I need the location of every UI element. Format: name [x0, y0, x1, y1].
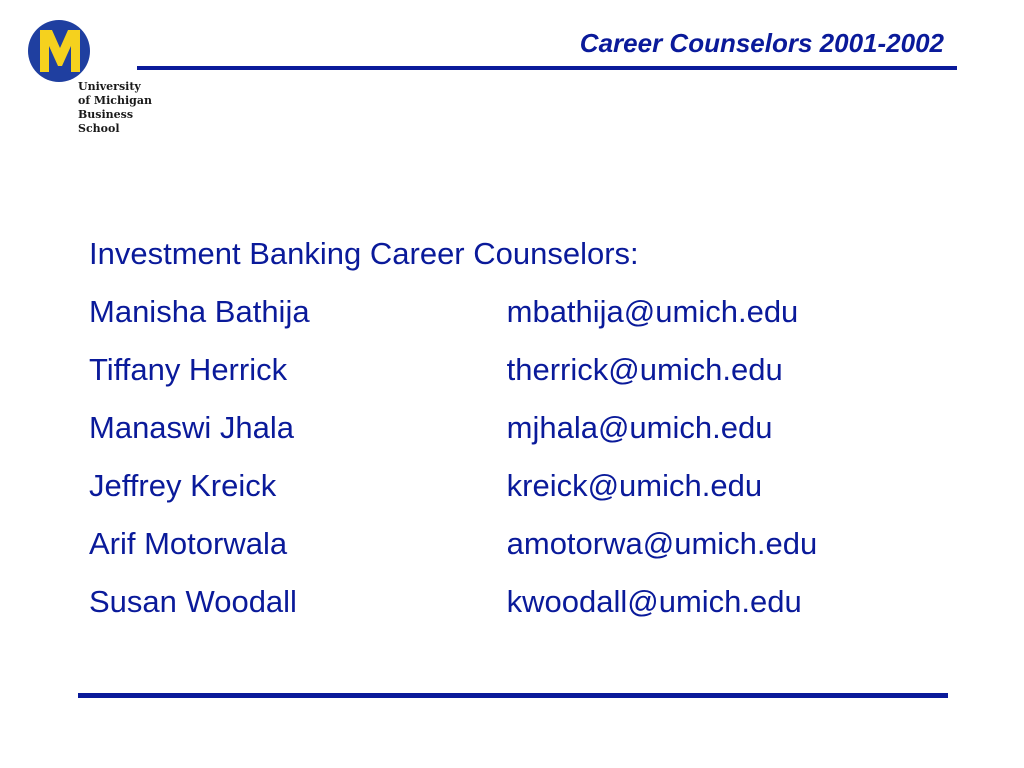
list-item [89, 578, 817, 636]
counselor-email[interactable]: mbathija@umich.edu [506, 294, 799, 329]
slide-title: Career Counselors 2001-2002 [579, 28, 944, 58]
logo-line-2: of Michigan [78, 94, 152, 107]
counselor-email[interactable]: kwoodall@umich.edu [506, 584, 802, 619]
university-logo [26, 16, 96, 86]
counselor-name: Arif Motorwala [89, 526, 288, 561]
list-item [89, 346, 817, 404]
counselor-email[interactable]: mjhala@umich.edu [506, 410, 773, 445]
bottom-divider [78, 693, 948, 698]
counselor-name: Manisha Bathija [89, 294, 310, 329]
list-heading: Investment Banking Career Counselors: [89, 236, 639, 271]
logo-line-1: University [78, 80, 141, 93]
counselor-email[interactable]: therrick@umich.edu [506, 352, 783, 387]
counselor-name: Susan Woodall [89, 584, 297, 619]
logo-line-4: School [78, 122, 120, 135]
counselor-name: Jeffrey Kreick [89, 468, 277, 503]
list-item [89, 404, 817, 462]
top-divider [137, 66, 957, 70]
logo-wordmark [78, 80, 152, 136]
list-item [89, 520, 817, 578]
counselor-list [89, 230, 817, 636]
counselor-name: Tiffany Herrick [89, 352, 288, 387]
counselor-email[interactable]: amotorwa@umich.edu [506, 526, 818, 561]
logo-line-3: Business [78, 108, 134, 121]
list-item [89, 288, 817, 346]
counselor-email[interactable]: kreick@umich.edu [506, 468, 763, 503]
counselor-name: Manaswi Jhala [89, 410, 295, 445]
list-item [89, 462, 817, 520]
